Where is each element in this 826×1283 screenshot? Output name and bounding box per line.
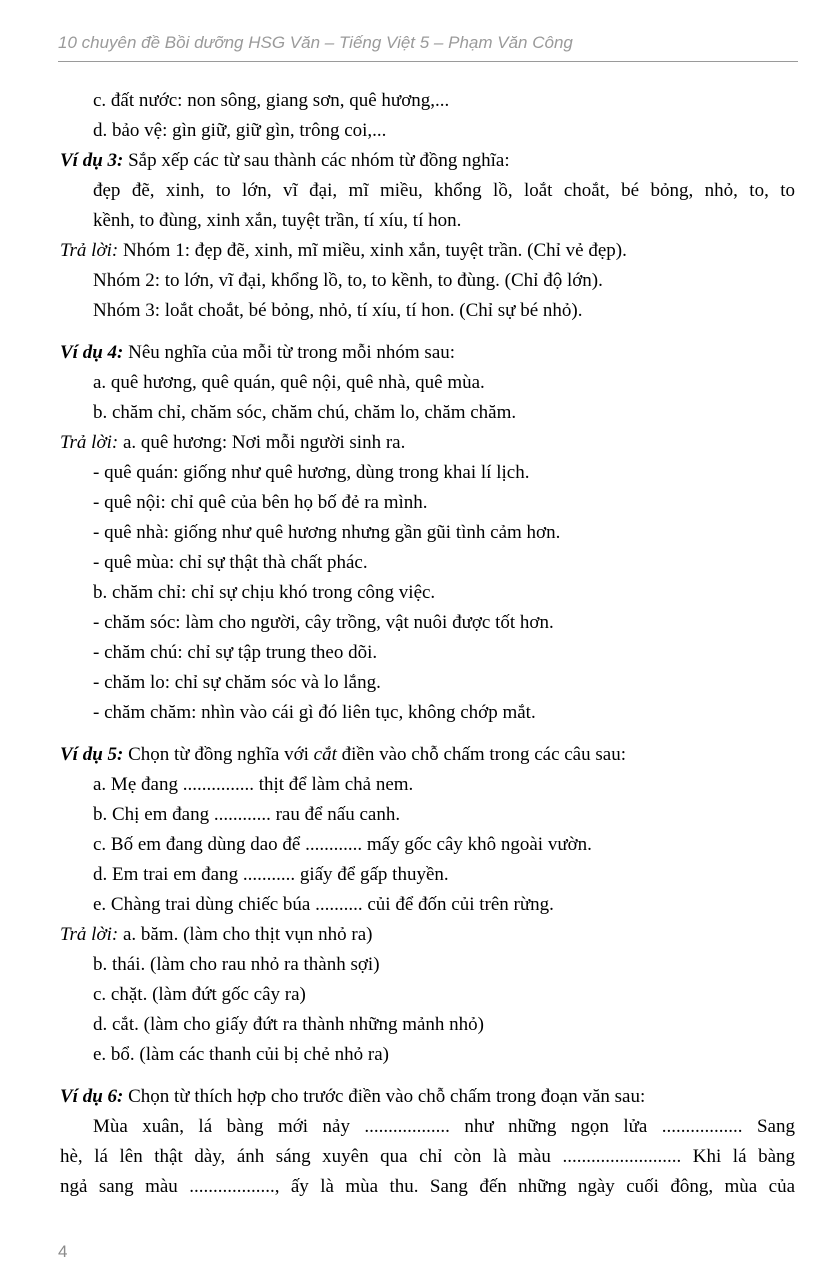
page-number: 4 xyxy=(58,1242,68,1261)
text-line: c. chặt. (làm đứt gốc cây ra) xyxy=(93,984,306,1005)
example-label: Ví dụ 3: xyxy=(60,150,124,171)
answer-label: Trả lời: xyxy=(60,240,119,261)
text-line: ngả sang màu .................., ấy là mùa thu. Sang đến những ngày cuối đông, mùa của xyxy=(60,1176,795,1197)
answer-text: Nhóm 1: đẹp đẽ, xinh, mĩ miều, xinh xắn, tuyệt trần. (Chỉ vẻ đẹp). xyxy=(118,240,627,261)
example-prompt: Chọn từ thích hợp cho trước điền vào chỗ chấm trong đoạn văn sau: xyxy=(123,1086,646,1107)
text-line: hè, lá lên thật dày, ánh sáng xuyên qua chỉ còn là màu ......................... Khi lá bàng xyxy=(60,1146,795,1167)
text-line: e. bổ. (làm các thanh củi bị chẻ nhỏ ra) xyxy=(93,1044,389,1065)
text-line: e. Chàng trai dùng chiếc búa .......... củi để đốn củi trên rừng. xyxy=(93,894,554,915)
text-line: - quê nhà: giống như quê hương nhưng gần gũi tình cảm hơn. xyxy=(93,522,561,543)
example-heading xyxy=(60,1086,645,1108)
text-line: b. chăm chỉ: chỉ sự chịu khó trong công việc. xyxy=(93,582,436,603)
emphasis-word: cắt xyxy=(313,744,337,765)
text-line: Mùa xuân, lá bàng mới nảy .................. như những ngọn lửa ................. Sang xyxy=(93,1116,795,1137)
text-line: a. Mẹ đang ............... thịt để làm chả nem. xyxy=(93,774,414,795)
example-heading xyxy=(60,150,510,172)
answer-label: Trả lời: xyxy=(60,924,119,945)
text-line: b. Chị em đang ............ rau để nấu canh. xyxy=(93,804,401,825)
text-line: c. đất nước: non sông, giang sơn, quê hương,... xyxy=(93,90,450,111)
text-line: - chăm lo: chỉ sự chăm sóc và lo lắng. xyxy=(93,672,381,693)
text-line: kềnh, to đùng, xinh xắn, tuyệt trần, tí xíu, tí hon. xyxy=(93,210,462,231)
text-line: - quê mùa: chỉ sự thật thà chất phác. xyxy=(93,552,368,573)
text-line: - chăm chăm: nhìn vào cái gì đó liên tục, không chớp mắt. xyxy=(93,702,536,723)
answer-heading xyxy=(60,924,373,946)
text-line: b. chăm chỉ, chăm sóc, chăm chú, chăm lo, chăm chăm. xyxy=(93,402,517,423)
text-line: d. bảo vệ: gìn giữ, giữ gìn, trông coi,... xyxy=(93,120,387,141)
example-label: Ví dụ 5: xyxy=(60,744,124,765)
example-label: Ví dụ 4: xyxy=(60,342,124,363)
running-header: 10 chuyên đề Bồi dưỡng HSG Văn – Tiếng Việt 5 – Phạm Văn Công xyxy=(58,33,573,52)
example-prompt: Sắp xếp các từ sau thành các nhóm từ đồng nghĩa: xyxy=(123,150,510,171)
example-heading xyxy=(60,342,455,364)
text-line: Nhóm 2: to lớn, vĩ đại, khổng lồ, to, to kềnh, to đùng. (Chỉ độ lớn). xyxy=(93,270,603,291)
text-line: đẹp đẽ, xinh, to lớn, vĩ đại, mĩ miều, khổng lồ, loắt choắt, bé bỏng, nhỏ, to, to xyxy=(93,180,795,201)
text-line: b. thái. (làm cho rau nhỏ ra thành sợi) xyxy=(93,954,380,975)
example-prompt-end: điền vào chỗ chấm trong các câu sau: xyxy=(336,744,626,765)
text-line: Nhóm 3: loắt choắt, bé bỏng, nhỏ, tí xíu, tí hon. (Chỉ sự bé nhỏ). xyxy=(93,300,583,321)
text-line: c. Bố em đang dùng dao để ............ mấy gốc cây khô ngoài vườn. xyxy=(93,834,592,855)
answer-label: Trả lời: xyxy=(60,432,119,453)
text-line: a. quê hương, quê quán, quê nội, quê nhà, quê mùa. xyxy=(93,372,485,393)
example-prompt: Chọn từ đồng nghĩa với xyxy=(123,744,314,765)
text-line: - chăm sóc: làm cho người, cây trồng, vật nuôi được tốt hơn. xyxy=(93,612,554,633)
text-line: d. cắt. (làm cho giấy đứt ra thành những mảnh nhỏ) xyxy=(93,1014,484,1035)
example-label: Ví dụ 6: xyxy=(60,1086,124,1107)
text-line: - chăm chú: chỉ sự tập trung theo dõi. xyxy=(93,642,378,663)
answer-text: a. băm. (làm cho thịt vụn nhỏ ra) xyxy=(118,924,373,945)
text-line: d. Em trai em đang ........... giấy để gấp thuyền. xyxy=(93,864,449,885)
answer-text: a. quê hương: Nơi mỗi người sinh ra. xyxy=(118,432,406,453)
answer-heading xyxy=(60,432,405,454)
answer-heading xyxy=(60,240,627,262)
text-line: - quê quán: giống như quê hương, dùng trong khai lí lịch. xyxy=(93,462,530,483)
example-prompt: Nêu nghĩa của mỗi từ trong mỗi nhóm sau: xyxy=(123,342,456,363)
text-line: - quê nội: chỉ quê của bên họ bố đẻ ra mình. xyxy=(93,492,428,513)
example-heading xyxy=(60,744,626,766)
